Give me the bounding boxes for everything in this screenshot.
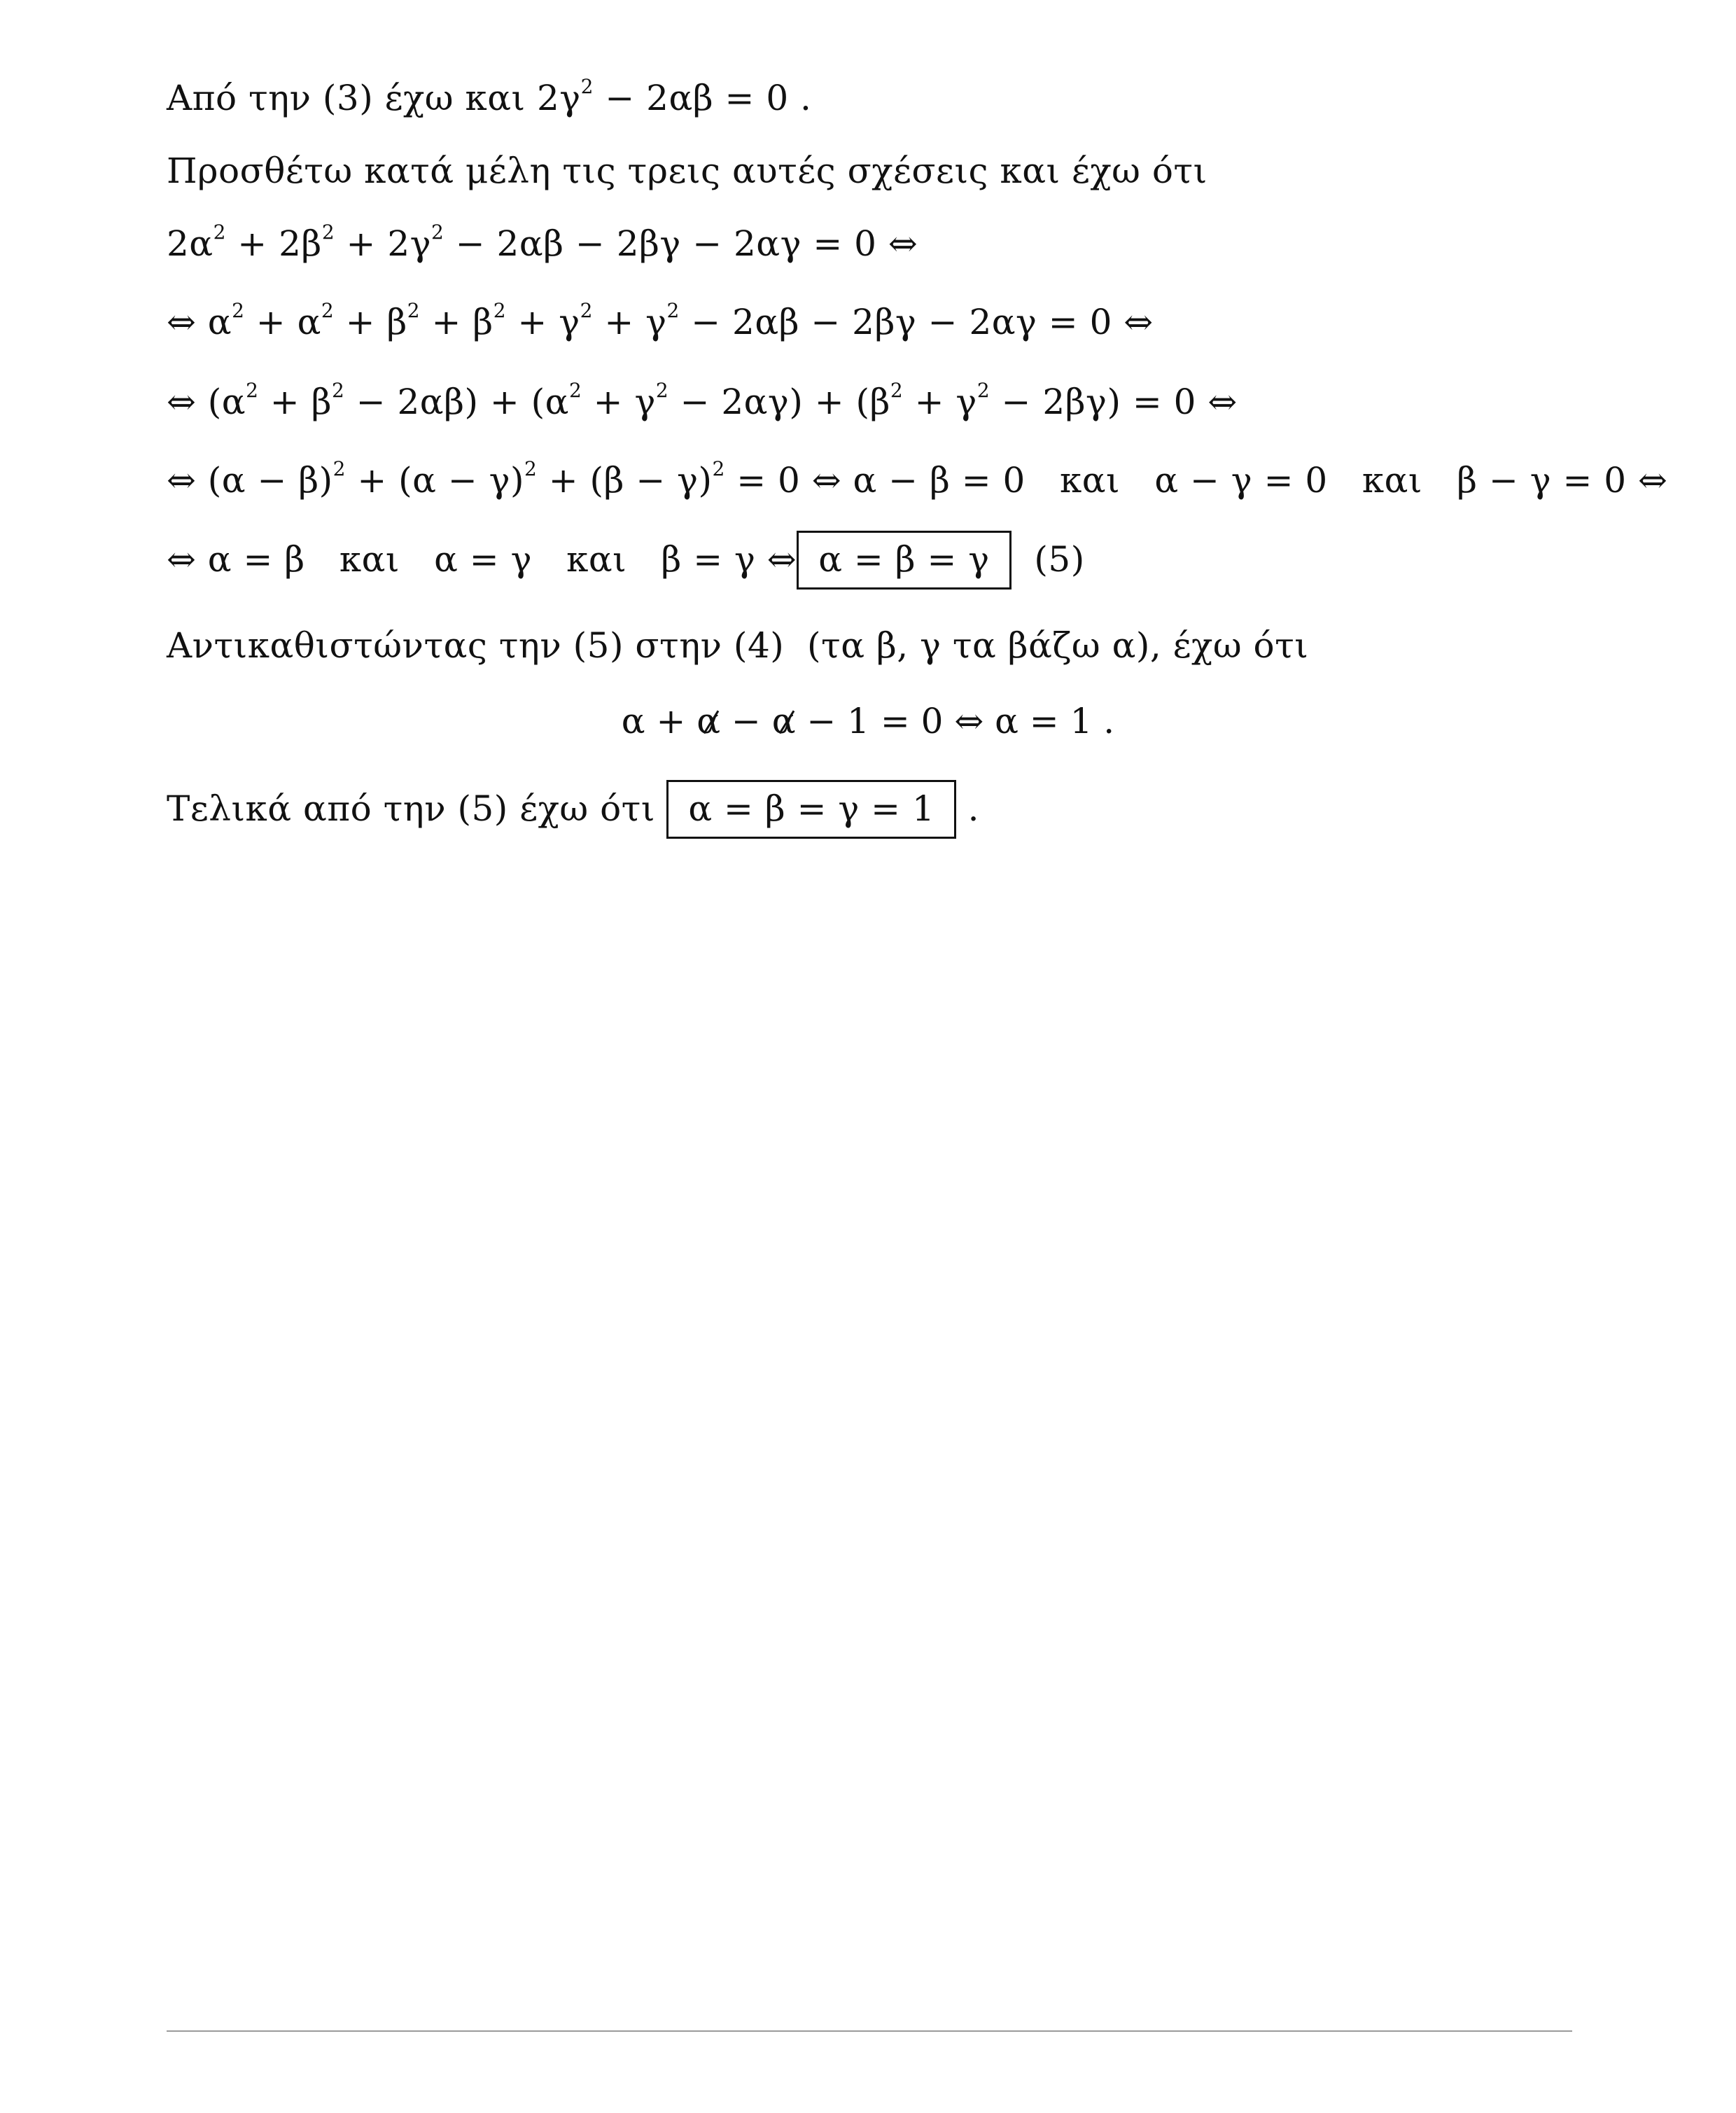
equation-line-3: ⇔ $(\alpha^2 + \beta^2 - 2\alpha\beta) + (\alpha^2 + \gamma^2 - 2\alpha\gamma) + (\beta^2 + \gamma^2 - 2\beta\gamma) = 0$ ⇔ bbox=[167, 379, 1238, 422]
text-line-1: Από την (3) έχω και $2\gamma^2 - 2\alpha\beta = 0$ . bbox=[167, 75, 812, 118]
equation-line-2: ⇔ $\alpha^2 + \alpha^2 + \beta^2 + \beta^2 + \gamma^2 + \gamma^2 - 2\alpha\beta - 2\beta\gamma - 2\alpha\gamma = 0$ ⇔ bbox=[167, 299, 1154, 342]
equation-line-1: $2\alpha^2 + 2\beta^2 + 2\gamma^2 - 2\alpha\beta - 2\beta\gamma - 2\alpha\gamma = 0$ ⇔ bbox=[167, 221, 918, 264]
boxed-result-equal: α = β = γ bbox=[797, 531, 1011, 590]
equation-tag-5: (5) bbox=[1011, 539, 1085, 580]
equation-centered: α + α − α − 1 = 0 ⇔ α = 1 . bbox=[0, 699, 1736, 744]
text-line-2: Προσθέτω κατά μέλη τις τρεις αυτές σχέσεις και έχω ότι bbox=[167, 151, 1208, 191]
cancelled-term-2: α bbox=[772, 699, 796, 744]
equation-line-4: ⇔ $(\alpha - \beta)^2 + (\alpha - \gamma)^2 + (\beta - \gamma)^2 = 0$ ⇔ α − β = 0 και α − γ = 0 και β − γ = 0 ⇔ bbox=[167, 457, 1668, 501]
text-line-4: Τελικά από την (5) έχω ότι α = β = γ = 1 . bbox=[167, 780, 979, 839]
cancelled-term-1: α bbox=[696, 699, 720, 744]
text-line-3: Αντικαθιστώντας την (5) στην (4) (τα β, γ τα βάζω α), έχω ότι bbox=[167, 625, 1309, 666]
footer-divider bbox=[167, 2030, 1572, 2032]
boxed-final-result: α = β = γ = 1 bbox=[666, 780, 956, 839]
equation-line-5: ⇔ α = β και α = γ και β = γ ⇔ α = β = γ (5) bbox=[167, 531, 1085, 590]
